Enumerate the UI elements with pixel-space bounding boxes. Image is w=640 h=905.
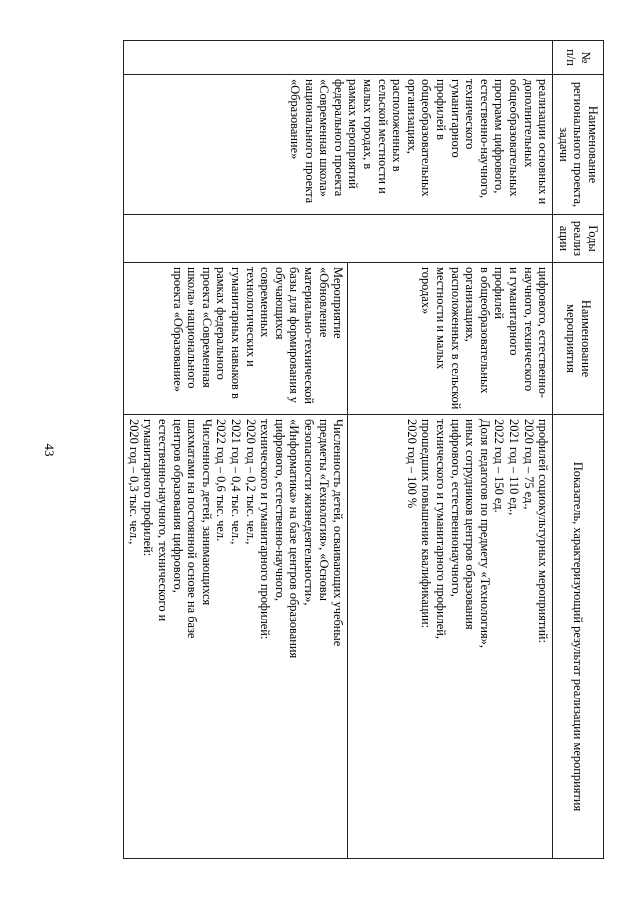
cell-event-update-base: Мероприятие «Обновление материально-технической базы для формирования у обучающихся современных технологических и гуманитарных навыков в рамках федерального проекта «Современная школа» национального проекта «Образование» [124,263,348,415]
measures-table [123,40,604,859]
header-years: Годы реализации [553,215,604,263]
cell-indicator-continued: профилей социокультурных мероприятий: 2020 год – 75 ед., 2021 год – 110 ед., 2022 год – 150 ед. Доля педагогов по предмету «Технология», иных сотрудников центров образования цифрового, естественнонаучного, технического и гуманитарного профилей, прошедших повышение квалификации: 2020 год – 100 % [348,415,553,859]
page-number: 43 [42,443,57,457]
cell-num [124,41,553,75]
cell-years [124,215,553,263]
header-event-name: Наименование мероприятия [553,263,604,415]
cell-project-name: реализации основных и дополнительных общеобразовательных программ цифрового, естественно-научного, технического гуманитарного профилей в общеобразовательных организациях, расположенных в сельской местности и малых городах, в рамках мероприятий федерального проекта «Современная школа» национального проекта «Образование» [124,75,553,215]
table-header-row [553,41,604,859]
cell-indicator-children: Численность детей, осваивающих учебные предметы «Технология», «Основы безопасности жизнедеятельности», «Информатика» на базе центров образования цифрового, естественно-научного, технического и гуманитарного профилей: 2020 год – 0,2 тыс. чел., 2021 год – 0,4 тыс. чел., 2022 год – 0,6 тыс. чел. Численность детей, занимающихся шахматами на постоянной основе на базе центров образования цифрового, естественно-научного, технического и гуманитарного профилей: 2020 год – 0,3 тыс. чел., [124,415,348,859]
rotated-table-container [68,40,604,858]
header-num: № п/п [553,41,604,75]
cell-event-continued: цифрового, естественно- научного, технического и гуманитарного профилей в общеобразовательных организациях, расположенных в сельской местности и малых городах» [348,263,553,415]
header-indicator: Показатель, характеризующий результат реализации мероприятия [553,415,604,859]
table-row [348,41,553,859]
header-project-name: Наименование регионального проекта, задачи [553,75,604,215]
